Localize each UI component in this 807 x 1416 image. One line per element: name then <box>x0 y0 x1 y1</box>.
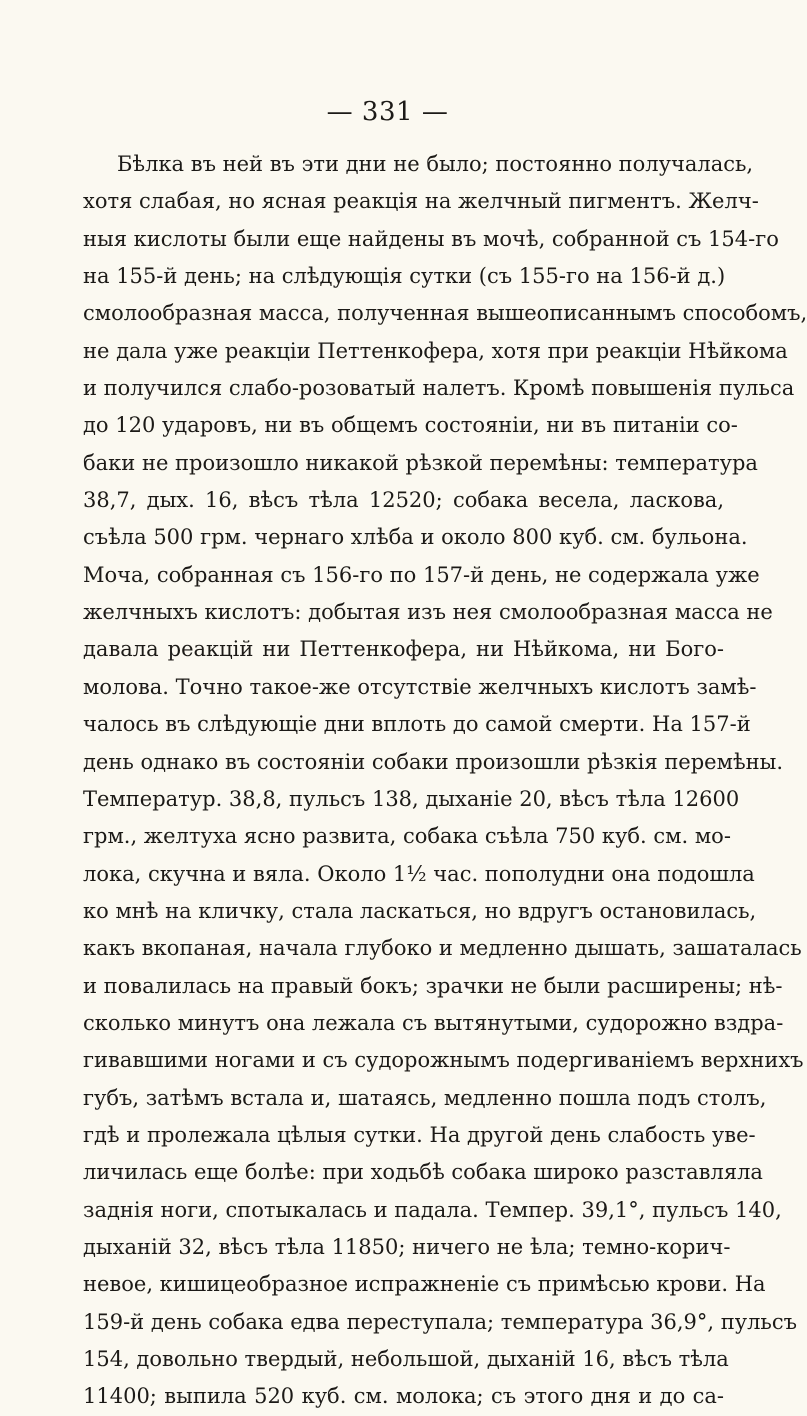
text-line: дыханій 32, вѣсъ тѣла 11850; ничего не ѣла; темно-корич- <box>83 1234 731 1259</box>
text-line: чалось въ слѣдующіе дни вплоть до самой смерти. На 157-й <box>83 712 751 737</box>
text-line: день однако въ состояніи собаки произошли рѣзкія перемѣны. <box>83 749 783 774</box>
text-line: грм., желтуха ясно развита, собака съѣла 750 куб. см. мо- <box>83 824 731 849</box>
text-line: съѣла 500 грм. чернаго хлѣба и около 800 куб. см. бульона. <box>83 525 748 550</box>
body-text <box>83 146 807 1416</box>
text-line: 11400; выпила 520 куб. см. молока; съ этого дня и до са- <box>83 1384 724 1409</box>
text-line: 154, довольно твердый, небольшой, дыханій 16, вѣсъ тѣла <box>83 1347 729 1371</box>
text-line: баки не произошло никакой рѣзкой перемѣны: температура <box>83 450 758 475</box>
text-line: молова. Точно такое-же отсутствіе желчныхъ кислотъ замѣ- <box>83 674 757 699</box>
text-line: заднія ноги, спотыкалась и падала. Темпер. 39,1°, пульсъ 140, <box>83 1197 782 1222</box>
text-line: сколько минутъ она лежала съ вытянутыми, судорожно вздра- <box>83 1010 784 1035</box>
text-line: давала реакцій ни Петтенкофера, ни Нѣйкома, ни Бого- <box>83 637 724 662</box>
text-line: Температур. 38,8, пульсъ 138, дыханіе 20, вѣсъ тѣла 12600 <box>83 786 740 811</box>
page-number: — 331 — <box>326 97 449 127</box>
text-line: 159-й день собака едва переступала; температура 36,9°, пульсъ <box>83 1309 797 1334</box>
text-line: ныя кислоты были еще найдены въ мочѣ, собранной съ 154-го <box>83 226 779 251</box>
text-line: лока, скучна и вяла. Около 1½ час. пополудни она подошла <box>83 861 755 886</box>
text-line: не дала уже реакціи Петтенкофера, хотя при реакціи Нѣйкома <box>83 338 788 363</box>
text-line: и повалилась на правый бокъ; зрачки не были расширены; нѣ- <box>83 973 783 998</box>
text-line: смолообразная масса, полученная вышеописаннымъ способомъ, <box>83 301 807 326</box>
text-line: до 120 ударовъ, ни въ общемъ состояніи, ни въ питаніи со- <box>83 413 738 438</box>
text-line: Бѣлка въ ней въ эти дни не было; постоянно получалась, <box>117 152 754 176</box>
text-line: Моча, собранная съ 156-го по 157-й день, не содержала уже <box>83 562 760 587</box>
text-line: гдѣ и пролежала цѣлыя сутки. На другой день слабость уве- <box>83 1122 756 1147</box>
text-line: и получился слабо-розоватый налетъ. Кромѣ повышенія пульса <box>83 376 795 401</box>
text-line: 38,7, дых. 16, вѣсъ тѣла 12520; собака весела, ласкова, <box>83 488 724 513</box>
text-line: хотя слабая, но ясная реакція на желчный пигментъ. Желч- <box>83 189 759 214</box>
text-line: на 155-й день; на слѣдующія сутки (съ 155-го на 156-й д.) <box>83 264 726 289</box>
text-line: личилась еще болѣе: при ходьбѣ собака широко разставляла <box>83 1160 763 1185</box>
text-line: губъ, затѣмъ встала и, шатаясь, медленно пошла подъ столъ, <box>83 1085 767 1110</box>
text-line: какъ вкопаная, начала глубоко и медленно дышать, зашаталась <box>83 936 802 961</box>
text-line: желчныхъ кислотъ: добытая изъ нея смолообразная масса не <box>83 600 773 625</box>
text-line: ко мнѣ на кличку, стала ласкаться, но вдругъ остановилась, <box>83 898 757 923</box>
text-line: невое, кишицеобразное испражненіе съ примѣсью крови. На <box>83 1272 766 1297</box>
text-line: гивавшими ногами и съ судорожнымъ подергиваніемъ верхнихъ <box>83 1048 804 1073</box>
